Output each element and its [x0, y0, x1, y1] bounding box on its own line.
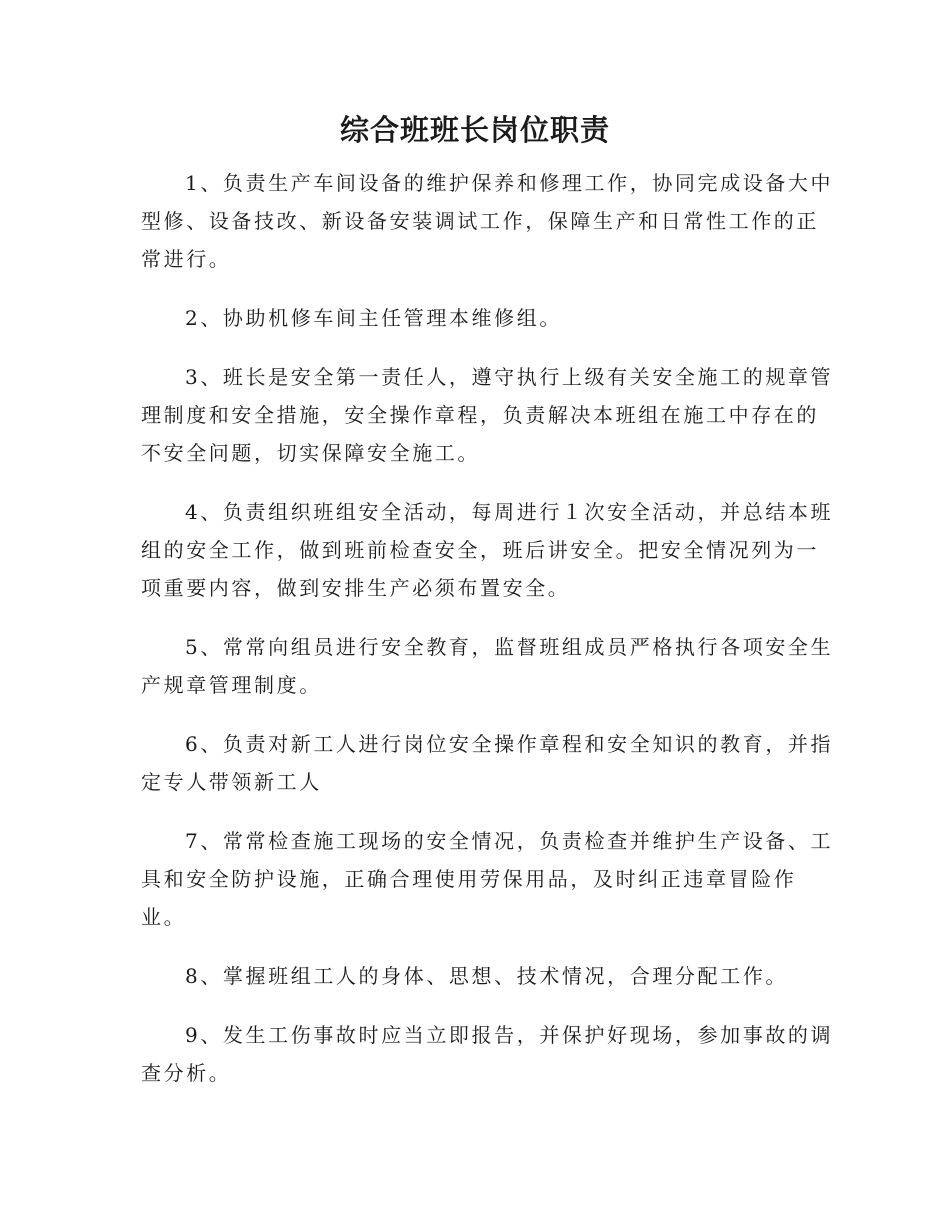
duty-item-6-line-2: 定专人带领新工人 — [141, 770, 322, 794]
duty-item-8 — [141, 957, 806, 995]
duty-item-3-line-2: 理制度和安全措施，安全操作章程，负责解决本班组在施工中存在的 — [141, 403, 819, 427]
duty-item-1-line-3: 常进行。 — [141, 247, 232, 271]
duty-item-5 — [141, 628, 834, 704]
duty-item-3-line-3: 不安全问题，切实保障安全施工。 — [141, 441, 480, 465]
duty-item-4-line-2: 组的安全工作，做到班前检查安全，班后讲安全。把安全情况列为一 — [141, 538, 819, 562]
duty-item-5-line-1: 5、常常向组员进行安全教育，监督班组成员严格执行各项安全生 — [185, 635, 834, 659]
duty-item-1 — [141, 164, 834, 278]
duty-item-4-line-1: 4、负责组织班组安全活动，每周进行１次安全活动，并总结本班 — [185, 500, 834, 524]
duty-item-9-line-1: 9、发生工伤事故时应当立即报告，并保护好现场，参加事故的调 — [185, 1023, 834, 1047]
duty-item-8-line-1: 8、掌握班组工人的身体、思想、技术情况，合理分配工作。 — [185, 964, 788, 988]
document-title: 综合班班长岗位职责 — [339, 113, 610, 147]
duty-item-3-line-1: 3、班长是安全第一责任人，遵守执行上级有关安全施工的规章管 — [185, 365, 834, 389]
duty-item-1-line-2: 型修、设备技改、新设备安装调试工作，保障生产和日常性工作的正 — [141, 209, 819, 233]
duty-item-6-line-1: 6、负责对新工人进行岗位安全操作章程和安全知识的教育，并指 — [185, 732, 834, 756]
duty-item-2-line-1: 2、协助机修车间主任管理本维修组。 — [185, 306, 562, 330]
duty-item-2 — [141, 299, 806, 337]
duty-item-9 — [141, 1016, 834, 1092]
duty-item-4 — [141, 493, 834, 607]
document-body — [141, 164, 834, 1113]
duty-item-9-line-2: 查分析。 — [141, 1061, 232, 1085]
duty-item-7-line-1: 7、常常检查施工现场的安全情况，负责检查并维护生产设备、工 — [185, 829, 834, 853]
duty-item-4-line-3: 项重要内容，做到安排生产必须布置安全。 — [141, 576, 571, 600]
duty-item-5-line-2: 产规章管理制度。 — [141, 673, 322, 697]
duty-item-7-line-3: 业。 — [141, 905, 187, 929]
duty-item-7-line-2: 具和安全防护设施，正确合理使用劳保用品，及时纠正违章冒险作 — [141, 867, 797, 891]
duty-item-1-line-1: 1、负责生产车间设备的维护保养和修理工作，协同完成设备大中 — [185, 171, 834, 195]
duty-item-3 — [141, 358, 834, 472]
duty-item-6 — [141, 725, 834, 801]
duty-item-7 — [141, 822, 834, 936]
